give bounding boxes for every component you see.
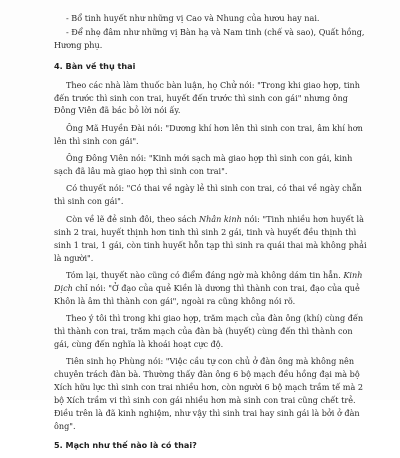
paragraph-ma-huyen-dai: Ông Mã Huyền Đài nói: "Dương khí hơn lên thì sinh con trai, âm khí hơn lên thì sinh con gái". — [54, 122, 363, 146]
paragraph-twins — [54, 213, 370, 265]
paragraph-dong-vien: Ông Đông Viên nói: "Kinh mới sạch mà giao hợp thì sinh con gái, kinh sạch đã lâu mà giao hợp thì sinh con trai". — [54, 153, 353, 177]
book-title-kinh-dich: Kinh Dịch — [54, 269, 363, 293]
summary-text-start: Tóm lại, thuyết nào cũng có điểm đáng ngờ mà không dám tin hẳn. — [66, 269, 344, 280]
section-heading-pregnancy-pulse: 5. Mạch như thế nào là có thai? — [54, 439, 197, 450]
paragraph-author-opinion: Theo ý tôi thì trong khi giao hợp, trăm mạch của đàn ông (khí) cùng đến thì thành con trai, trăm mạch của đàn bà (huyết) cùng đến thì thành con gái, cùng đến nghĩa là khoái hoạt cực độ. — [54, 313, 364, 349]
twins-text-start: Còn về lẽ đẻ sinh đôi, theo sách — [66, 213, 199, 224]
bullet-item-tonic: - Bổ tinh huyết như những vị Cao và Nhung của hươu hay nai. — [66, 13, 320, 23]
book-title-nhan-kinh: Nhân kinh — [199, 213, 242, 224]
paragraph-phung-theory: Tiên sinh họ Phùng nói: "Việc cầu tự con chủ ở đàn ông mà không nên chuyên trách đàn bà. Thường thấy đàn ông 6 bộ mạch đều hồng đại mà bộ Xích hữu lực thì sinh con trai nhiều hơn, còn người 6 bộ mạch trầm tế mà 2 bộ Xích trầm vi thì sinh con gái nhiều hơn mà sinh con trai cũng chết trẻ. Điều trên là đã kinh nghiệm, như vậy thì sinh trai hay sinh gái là bởi ở đàn ông". — [54, 356, 364, 431]
section-heading-conception: 4. Bàn về thụ thai — [54, 60, 136, 71]
twins-text-end: nói: "Tinh nhiều hơn huyết là sinh 2 trai, huyết thịnh hơn tinh thì sinh 2 gái, tinh và huyết đều thịnh thì sinh 1 trai, 1 gái, còn tinh huyết hỗn tạp thì sinh ra quái thai mà không phải là người". — [54, 213, 367, 263]
paragraph-odd-even-days: Có thuyết nói: "Có thai về ngày lẻ thì sinh con trai, có thai về ngày chẵn thì sinh con gái". — [54, 183, 362, 207]
page-content — [54, 12, 370, 458]
paragraph-summary — [54, 269, 370, 308]
paragraph-chu-theory: Theo các nhà làm thuốc bàn luận, họ Chử nói: "Trong khi giao hợp, tinh đến trước thì sinh con trai, huyết đến trước thì sinh con gái" nhưng ông Đông Viên đã bác bỏ lời nói ấy. — [54, 79, 360, 116]
bullet-item-phlegm: - Để nhẹ đâm như những vị Bàn hạ và Nam tinh (chế và sao), Quất hồng, Hương phụ. — [54, 26, 365, 50]
summary-text-end: chỉ nói: "Ở đạo của quẻ Kiền là dương thì thành con trai, đạo của quẻ Khôn là âm thì thành con gái", ngoài ra cũng không nói rõ. — [54, 282, 360, 306]
